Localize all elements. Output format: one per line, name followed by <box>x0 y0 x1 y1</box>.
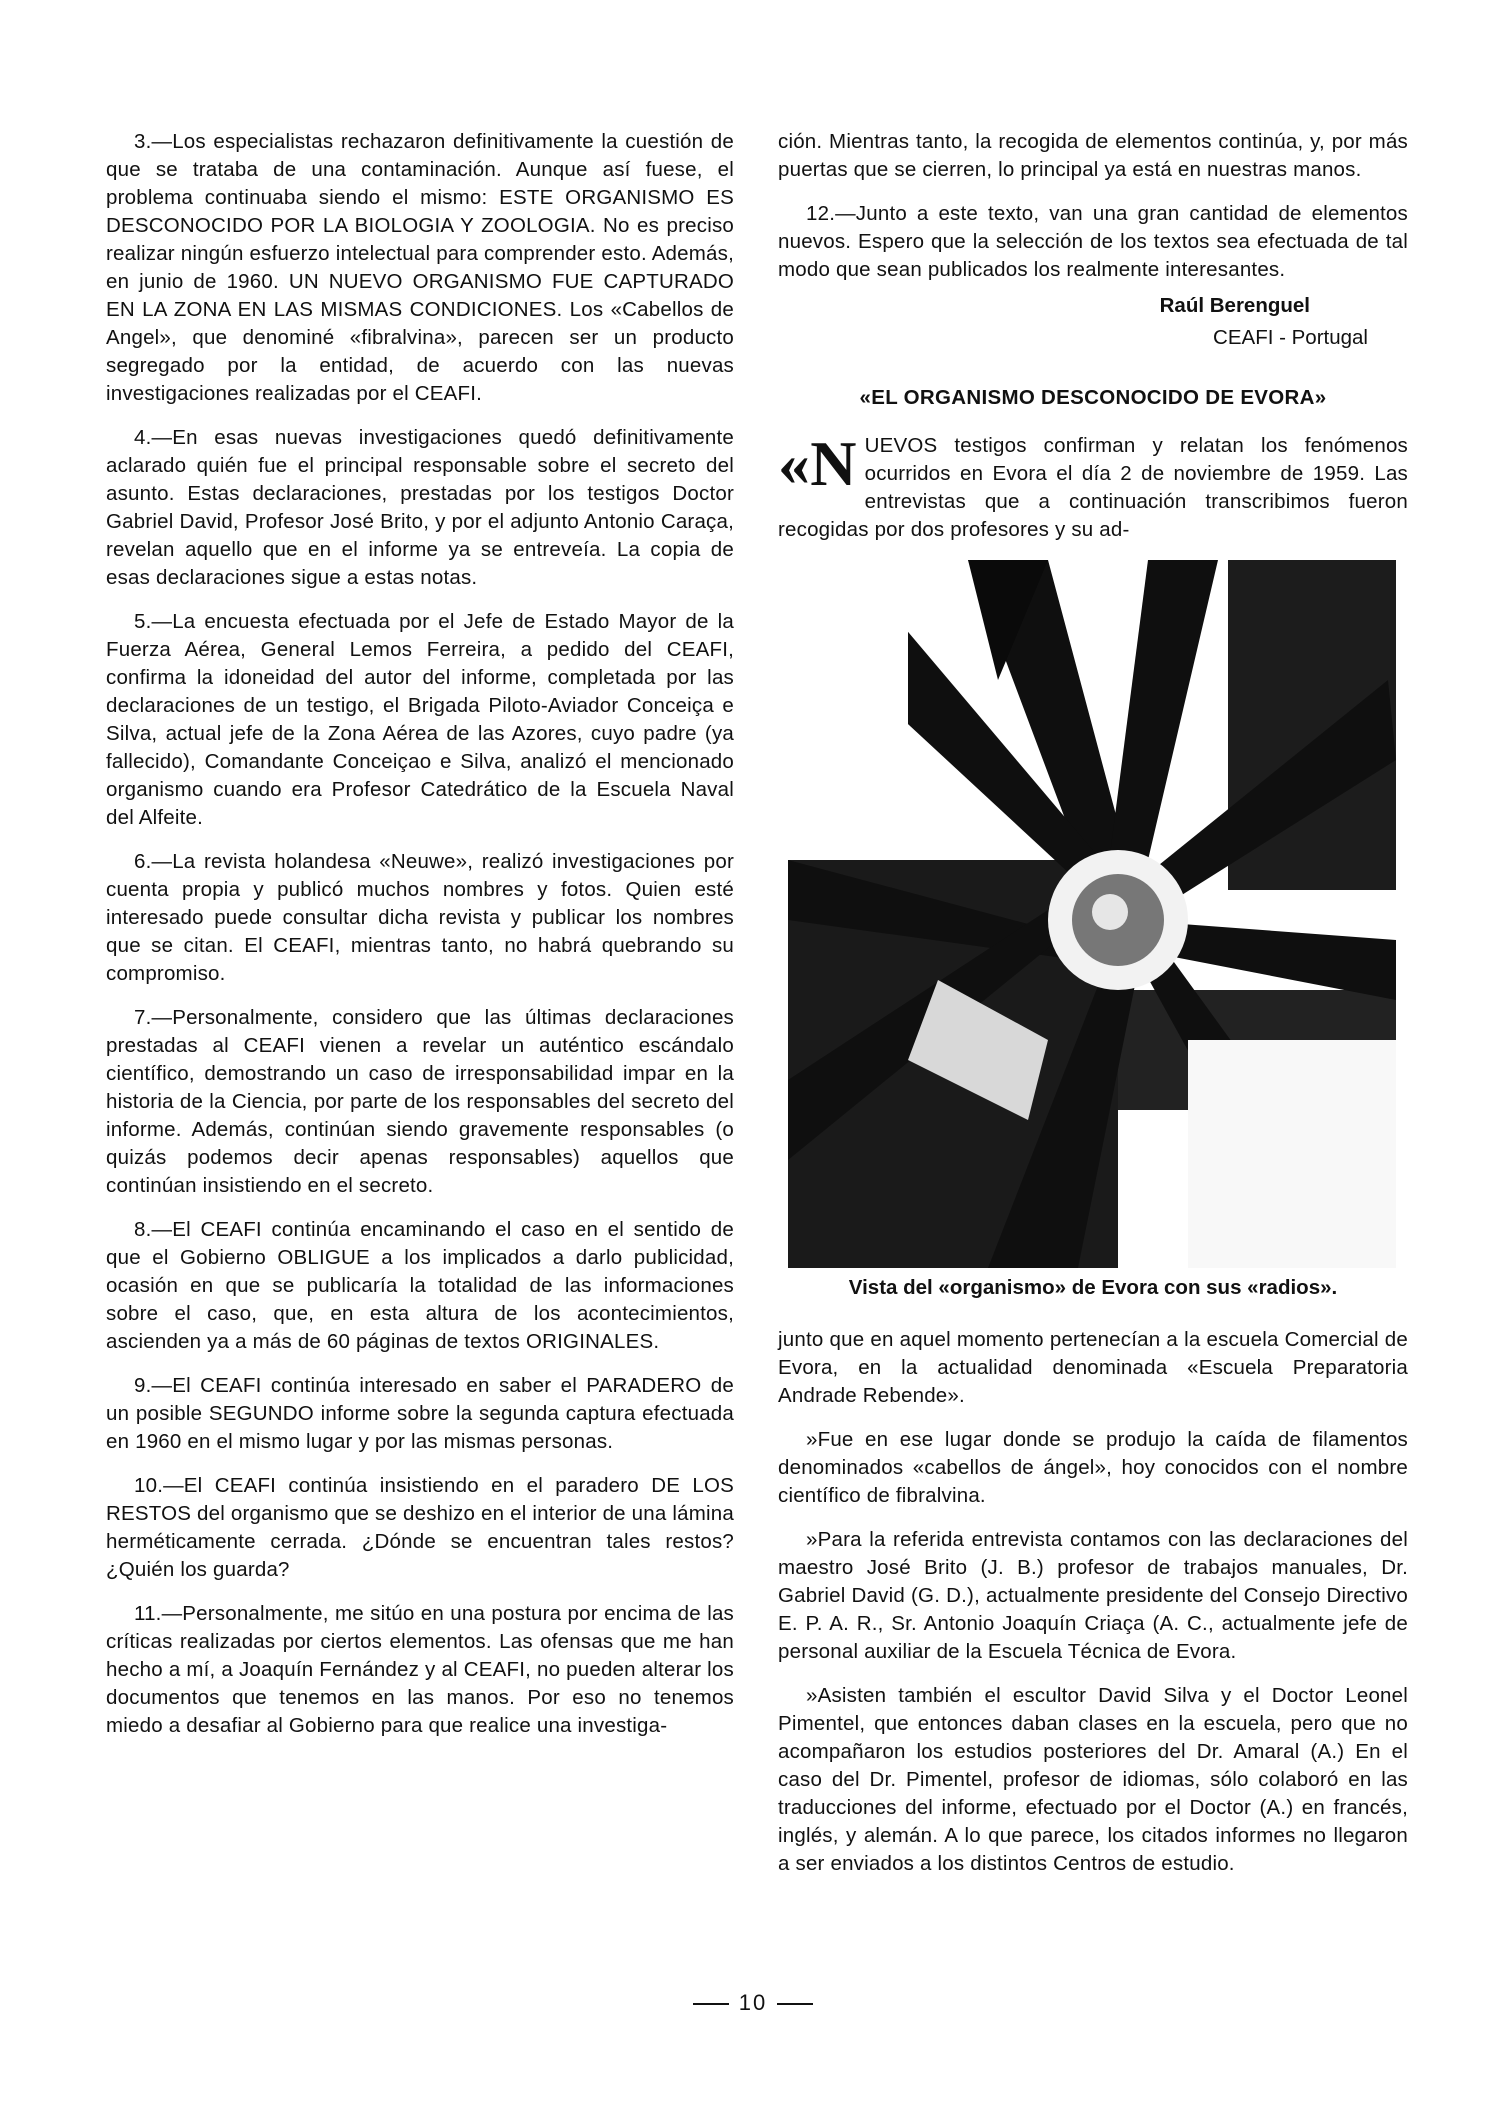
page-number: 10 <box>738 1990 768 2015</box>
paragraph-9: 9.—El CEAFI continúa interesado en saber el PARADERO de un posible SEGUNDO informe sobre la segunda captura efectuada en 1960 en el mismo lugar y por las mismas personas. <box>106 1374 734 1453</box>
paragraph-6: 6.—La revista holandesa «Neuwe», realizó investigaciones por cuenta propia y publicó muchos nombres y fotos. Quien esté interesado puede consultar dicha revista y publicar los nombres que se citan. El CEAFI, mientras tanto, no habrá quebrando su compromiso. <box>106 850 734 985</box>
intro-text: UEVOS testigos confirman y relatan los fenómenos ocurridos en Evora el día 2 de noviembre de 1959. Las entrevistas que a continuación transcribimos fueron recogidas por dos profesores y su ad- <box>778 434 1408 541</box>
intro-block <box>778 428 1408 544</box>
author-name: Raúl Berenguel <box>1159 294 1310 317</box>
organism-photo <box>788 560 1396 1268</box>
signature-block <box>778 292 1408 352</box>
paragraph-4: 4.—En esas nuevas investigaciones quedó definitivamente aclarado quién fue el principal responsable sobre el secreto del asunto. Estas declaraciones, prestadas por los testigos Doctor Gabriel David, Profesor José Brito, y por el adjunto Antonio Caraça, revelan aquello que en el informe ya se entreveía. La copia de esas declaraciones sigue a estas notas. <box>106 426 734 589</box>
author-organization: CEAFI - Portugal <box>1213 326 1368 349</box>
paragraph-11: 11.—Personalmente, me sitúo en una postura por encima de las críticas realizadas por ciertos elementos. Las ofensas que me han hecho a mí, a Joaquín Fernández y al CEAFI, no pueden alterar los documentos que tenemos en las manos. Por eso no tenemos miedo a desafiar al Gobierno para que realice una investiga- <box>106 1602 734 1737</box>
continuation-paragraph: ción. Mientras tanto, la recogida de elementos continúa, y, por más puertas que se cierren, lo principal ya está en nuestras manos. <box>778 130 1408 181</box>
paragraph-3: 3.—Los especialistas rechazaron definitivamente la cuestión de que se trataba de una contaminación. Aunque así fuese, el problema continuaba siendo el mismo: ESTE ORGANISMO ES DESCONOCIDO POR LA BIOLOGIA Y ZOOLOGIA. No es preciso realizar ningún esfuerzo intelectual para comprender esto. Además, en junio de 1960. UN NUEVO ORGANISMO FUE CAPTURADO EN LA ZONA EN LAS MISMAS CONDICIONES. Los «Cabellos de Angel», que denominé «fibralvina», parecen ser un producto segregado por la entidad, de acuerdo con las nuevas investigaciones realizadas por el CEAFI. <box>106 130 734 405</box>
left-column <box>106 128 734 1756</box>
folio-dash-right <box>777 2003 813 2005</box>
paragraph-12: 12.—Junto a este texto, van una gran cantidad de elementos nuevos. Espero que la selección de los textos sea efectuada de tal modo que sean publicados los realmente interesantes. <box>778 202 1408 281</box>
after-photo-paragraph-2: »Fue en ese lugar donde se produjo la caída de filamentos denominados «cabellos de ángel», hoy conocidos con el nombre científico de fibralvina. <box>778 1428 1408 1507</box>
after-photo-paragraph-4: »Asisten también el escultor David Silva y el Doctor Leonel Pimentel, que entonces daban clases en la escuela, pero que no acompañaron los estudios posteriores del Dr. Amaral (A.) En el caso del Dr. Pimentel, profesor de idiomas, sólo colaboró en las traducciones del informe, efectuado por el Doctor (A.) en francés, inglés, y alemán. A lo que parece, los citados informes no llegaron a ser enviados a los distintos Centros de estudio. <box>778 1684 1408 1875</box>
paragraph-10: 10.—El CEAFI continúa insistiendo en el paradero DE LOS RESTOS del organismo que se deshizo en el interior de una lámina herméticamente cerrada. ¿Dónde se encuentran tales restos? ¿Quién los guarda? <box>106 1474 734 1581</box>
right-column <box>778 128 1408 1894</box>
paragraph-7: 7.—Personalmente, considero que las últimas declaraciones prestadas al CEAFI vienen a revelar un auténtico escándalo científico, demostrando un caso de irresponsabilidad impar en la historia de la Ciencia, por parte de los responsables del secreto del informe. Además, continúan siendo gravemente responsables (o quizás podemos decir apenas responsables) aquellos que continúan insistiendo en el secreto. <box>106 1006 734 1197</box>
intro-paragraph <box>778 428 1408 544</box>
drop-cap: «N <box>778 428 857 499</box>
folio-dash-left <box>693 2003 729 2005</box>
after-photo-paragraph-1: junto que en aquel momento pertenecían a la escuela Comercial de Evora, en la actualidad denominada «Escuela Preparatoria Andrade Rebende». <box>778 1328 1408 1407</box>
paragraph-8: 8.—El CEAFI continúa encaminando el caso en el sentido de que el Gobierno OBLIGUE a los implicados a darlo publicidad, ocasión en que se publicaría la totalidad de las informaciones sobre el caso, que, en esta altura de los acontecimientos, ascienden ya a más de 60 páginas de textos ORIGINALES. <box>106 1218 734 1353</box>
photo-caption: Vista del «organismo» de Evora con sus «radios». <box>848 1276 1338 1299</box>
page-footer <box>0 1990 1506 2016</box>
organism-photo-graphic <box>788 560 1396 1268</box>
paragraph-5: 5.—La encuesta efectuada por el Jefe de Estado Mayor de la Fuerza Aérea, General Lemos Ferreira, a pedido del CEAFI, confirma la idoneidad del autor del informe, completada por las declaraciones de un testigo, el Brigada Piloto-Aviador Conceiça e Silva, actual jefe de la Zona Aérea de las Azores, cuyo padre (ya fallecido), Comandante Conceiçao e Silva, analizó el mencionado organismo cuando era Profesor Catedrático de la Escuela Naval del Alfeite. <box>106 610 734 829</box>
after-photo-paragraph-3: »Para la referida entrevista contamos con las declaraciones del maestro José Brito (J. B.) profesor de trabajos manuales, Dr. Gabriel David (G. D.), actualmente presidente del Consejo Directivo E. P. A. R., Sr. Antonio Joaquín Criaça (A. C., actualmente jefe de personal auxiliar de la Escuela Técnica de Evora. <box>778 1528 1408 1663</box>
section-heading: «EL ORGANISMO DESCONOCIDO DE EVORA» <box>859 386 1327 409</box>
